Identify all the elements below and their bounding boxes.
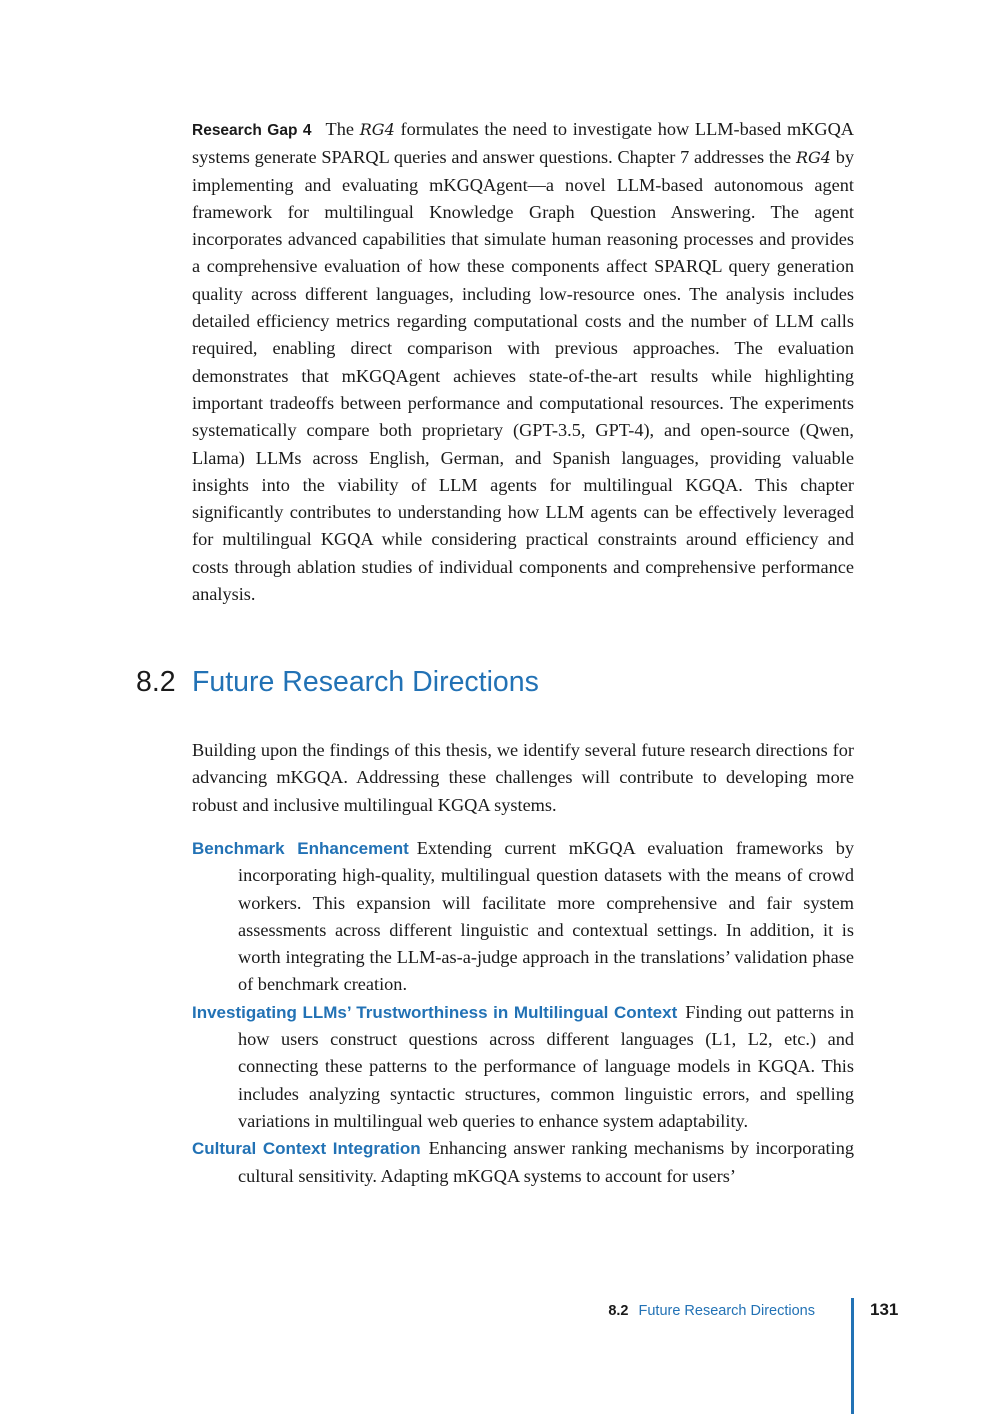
section-intro: Building upon the findings of this thesis, we identify several future research directions for advancing mKGQA. Addressing these challenges will contribute to developing more robust and inclusive multilingual KGQA systems. — [192, 740, 854, 815]
footer-section-title: Future Research Directions — [638, 1303, 815, 1319]
running-footer — [608, 1302, 815, 1320]
item-term-benchmark: Benchmark Enhancement — [192, 839, 409, 858]
research-gap-paragraph — [192, 116, 854, 608]
list-item — [192, 999, 854, 1135]
section-title: Future Research Directions — [192, 666, 539, 698]
section-number: 8.2 — [136, 666, 176, 698]
research-gap-text-1: formulates the need to investigate how LLM-based mKGQA systems generate SPARQL queries and answer questions. Chapter 7 addresses the — [192, 119, 855, 168]
research-gap-ref: RG4 — [359, 120, 395, 139]
future-directions-list — [192, 835, 854, 1190]
footer-section-number: 8.2 — [608, 1303, 629, 1319]
item-text: Finding out patterns in how users construct questions across different languages (L1, L2, etc.) and connecting these patterns to the performance of language models in KGQA. This includes analyzing syntactic structures, common linguistic errors, and spelling variations in multilingual web queries to enhance system adaptability. — [238, 1001, 854, 1131]
item-text: Enhancing answer ranking mechanisms by incorporating cultural sensitivity. Adapting mKGQA systems to account for users’ — [238, 1138, 854, 1186]
item-term-trustworthiness: Investigating LLMs’ Trustworthiness in Multilingual Context — [192, 1002, 678, 1022]
section-heading — [136, 662, 539, 702]
footer-divider — [851, 1298, 854, 1414]
item-term-cultural: Cultural Context Integration — [192, 1139, 421, 1159]
research-gap-text-2: by implementing and evaluating mKGQAgent—a novel LLM-based autonomous agent framework for multilingual Knowledge Graph Question Answering. The agent incorporates advanced capabilities that simulate human reasoning processes and provides a comprehensive evaluation of how these components affect SPARQL query generation quality across different languages, including low-resource ones. The analysis includes detailed efficiency metrics regarding computational costs and the number of LLM calls required, enabling direct comparison with previous approaches. The evaluation demonstrates that mKGQAgent achieves state-of-the-art results while highlighting important tradeoffs between performance and computational resources. The experiments systematically compare both proprietary (GPT-3.5, GPT-4), and open-source (Qwen, Llama) LLMs across English, German, and Spanish languages, providing valuable insights into the viability of LLM agents for multilingual KGQA. This chapter significantly contributes to understanding how LLM agents can be effectively leveraged for multilingual KGQA while considering practical constraints around efficiency and costs through ablation studies of individual components and comprehensive performance analysis. — [192, 147, 854, 605]
list-item — [192, 1135, 854, 1190]
page-number: 131 — [870, 1300, 899, 1319]
research-gap-ref-2: RG4 — [795, 148, 831, 168]
research-gap-pre: The — [325, 119, 354, 139]
item-text: Extending current mKGQA evaluation frameworks by incorporating high-quality, multilingual question datasets with the means of crowd workers. This expansion will facilitate more comprehensive and fair system assessments across different linguistic and contextual settings. In addition, it is worth integrating the LLM-as-a-judge approach in the translations’ validation phase of benchmark creation. — [238, 838, 854, 995]
research-gap-label: Research Gap 4 — [192, 122, 312, 139]
list-item — [192, 835, 854, 999]
